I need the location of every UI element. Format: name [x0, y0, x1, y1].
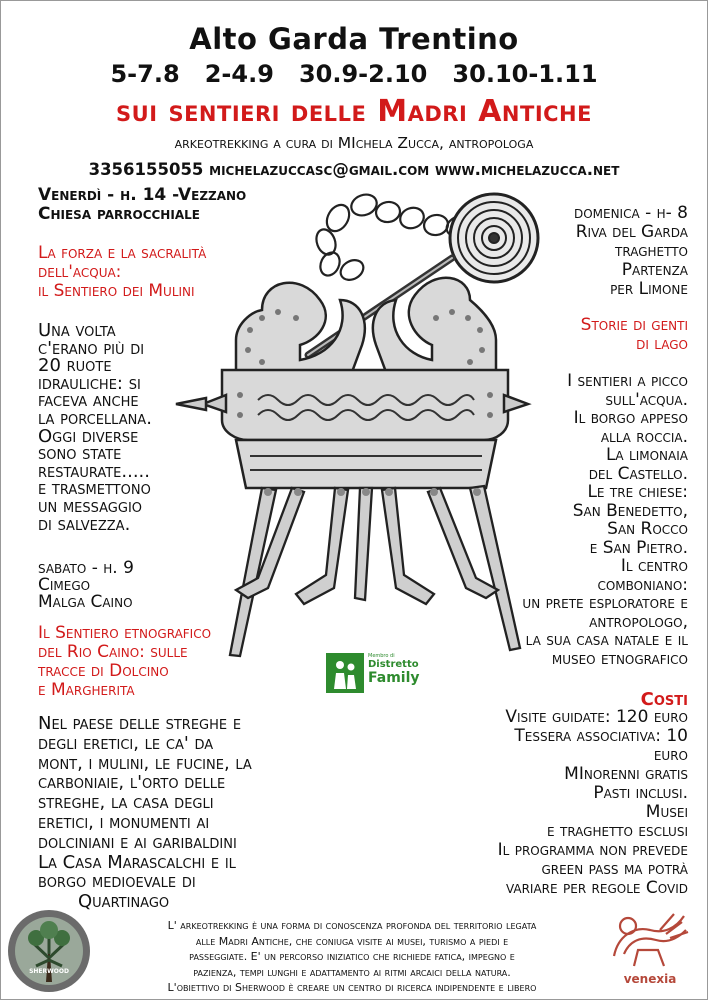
sunday-desc-line: del Castello. [588, 463, 688, 484]
costs-line: Visite guidate: 120 euro [505, 707, 688, 727]
friday-meeting-line: Chiesa parrocchiale [38, 204, 200, 224]
saturday-description [38, 714, 252, 912]
sunday-meeting-line: traghetto [615, 241, 688, 261]
saturday-desc-line: borgo medioevale di [38, 871, 196, 893]
saturday-desc-line: streghe, la casa degli [38, 792, 214, 814]
friday-desc-line: di salvezza. [38, 513, 131, 535]
saturday-desc-line: dolciniani e ai garibaldini [38, 831, 237, 853]
contact-line: 3356155055 michelazuccasc@gmail.com www.michelazucca.net [88, 160, 620, 179]
friday-meeting-line: Venerdì - h. 14 -Vezzano [38, 185, 247, 205]
tree-logo-icon [6, 908, 92, 994]
saturday-title-line: Il Sentiero etnografico [38, 623, 212, 643]
sunday-desc-line: sull'acqua. [605, 389, 688, 410]
saturday-desc-line: La Casa Marascalchi e il [38, 851, 236, 873]
curator-line: arkeotrekking a cura di MIchela Zucca, antropologa [174, 134, 534, 152]
sunday-desc-line: San Rocco [607, 519, 688, 539]
saturday-title-line: del Rio Caino: sulle [38, 642, 188, 662]
saturday-desc-line: carboniaie, l'orto delle [38, 772, 226, 794]
friday-desc-line: Oggi diverse [38, 425, 139, 447]
friday-desc-line: Una volta [38, 320, 116, 341]
event-dates: 5-7.8 2-4.9 30.9-2.10 30.10-1.11 [110, 60, 598, 88]
friday-meeting [38, 186, 246, 224]
sunday-desc-line: Il centro [620, 556, 688, 576]
saturday-meeting [38, 560, 134, 611]
friday-desc-line: e trasmettono [38, 478, 151, 500]
costs-line: green pass ma potrà [541, 859, 688, 879]
sunday-meeting-line: Riva del Garda [575, 222, 688, 242]
friday-title-line: La forza e la sacralità [38, 243, 207, 263]
venexia-logo-text: venexia [623, 972, 677, 986]
sunday-meeting-line: per Limone [610, 279, 688, 299]
costs-line: e traghetto esclusi [547, 821, 688, 841]
costs-line: Pasti inclusi. [593, 783, 688, 803]
friday-title [38, 244, 206, 301]
sunday-title-line: di lago [636, 334, 688, 354]
family-district-badge [326, 653, 424, 693]
saturday-meeting-line: Malga Caino [38, 592, 133, 612]
friday-desc-line: idrauliche: si [38, 372, 141, 394]
friday-title-line: dell'acqua: [38, 262, 122, 282]
friday-description [38, 322, 152, 533]
friday-desc-line: sono state [38, 443, 122, 465]
footer-line: passeggiate. E' un percorso iniziatico che richiede fatica, impegno e [189, 950, 515, 963]
footer-line: pazienza, tempi lunghi e adattamento ai ritmi arcaici della natura. [193, 965, 511, 979]
saturday-desc-line: eretici, i monumenti ai [38, 811, 210, 833]
costs-line: euro [653, 745, 688, 765]
footer-text [88, 918, 616, 996]
badge-line1: Distretto [368, 659, 419, 670]
saturday-desc-line: Quartinago [78, 891, 170, 913]
costs-line: MInorenni gratis [564, 764, 688, 784]
sunday-desc-line: San Benedetto, [572, 500, 688, 521]
saturday-desc-line: mont, i mulini, le fucine, la [38, 752, 252, 774]
sunday-desc-line: e San Pietro. [589, 537, 688, 558]
costs-line: Il programma non prevede [497, 840, 688, 860]
friday-desc-line: 20 ruote [38, 355, 112, 377]
footer-line: L' arkeotrekking è una forma di conoscenza profonda del territorio legata [167, 919, 537, 932]
sunday-desc-line: Il borgo appeso [573, 408, 688, 428]
poster-subtitle: sui sentieri delle Madri Antiche [116, 94, 592, 129]
sunday-desc-line: un prete esploratore e [522, 593, 688, 613]
sunday-desc-line: antropologo, [589, 611, 688, 632]
saturday-title-line: e Margherita [38, 680, 135, 700]
sunday-meeting-line: domenica - h- 8 [573, 203, 688, 223]
sunday-meeting [574, 204, 688, 299]
badge-line2: Family [368, 670, 420, 686]
saturday-desc-line: degli eretici, le ca' da [38, 732, 214, 754]
sherwood-logo-text: SHERWOOD [29, 968, 69, 975]
costs-line: Musei [645, 802, 688, 822]
sunday-desc-line: museo etnografico [551, 648, 688, 669]
friday-desc-line: restaurate..... [38, 460, 150, 482]
footer-line: L'obiettivo di Sherwood è creare un centro di ricerca indipendente e libero [167, 981, 537, 994]
saturday-meeting-line: sabato - h. 9 [38, 558, 134, 578]
costs-line: Tessera associativa: 10 [514, 726, 688, 746]
friday-title-line: il Sentiero dei Mulini [38, 281, 195, 301]
friday-desc-line: c'erano più di [38, 337, 145, 359]
costs-list [498, 708, 688, 898]
footer-line: alle Madri Antiche, che coniuga visite ai musei, turismo a piedi e [195, 934, 509, 948]
saturday-title-line: tracce di Dolcino [38, 661, 169, 681]
poster-title: Alto Garda Trentino [189, 22, 519, 56]
sunday-desc-line: I sentieri a picco [567, 371, 688, 391]
winged-lion-logo-icon [604, 906, 696, 976]
sunday-meeting-line: Partenza [621, 260, 688, 280]
sunday-desc-line: comboniano: [597, 574, 688, 595]
sunday-desc-line: Le tre chiese: [587, 482, 688, 502]
costs-line: variare per regole Covid [505, 878, 688, 898]
venexia-logo [604, 906, 696, 994]
sunday-desc-line: La limonaia [605, 445, 688, 465]
saturday-meeting-line: Cimego [38, 575, 91, 595]
friday-desc-line: la porcellana. [38, 407, 152, 429]
friday-desc-line: faceva anche [38, 390, 139, 412]
badge-small-text: Membro di [368, 653, 395, 659]
saturday-desc-line: Nel paese delle streghe e [38, 713, 242, 734]
sunday-title-line: Storie di genti [580, 315, 688, 335]
family-district-badge-icon [326, 653, 364, 693]
sunday-title [581, 316, 688, 354]
sherwood-logo [6, 908, 92, 994]
sunday-desc-line: la sua casa natale e il [525, 630, 688, 650]
saturday-title [38, 624, 211, 700]
friday-desc-line: un messaggio [38, 495, 143, 517]
sunday-desc-line: alla roccia. [600, 426, 688, 447]
costs-title: Costi [640, 689, 688, 710]
sunday-description [522, 372, 688, 668]
